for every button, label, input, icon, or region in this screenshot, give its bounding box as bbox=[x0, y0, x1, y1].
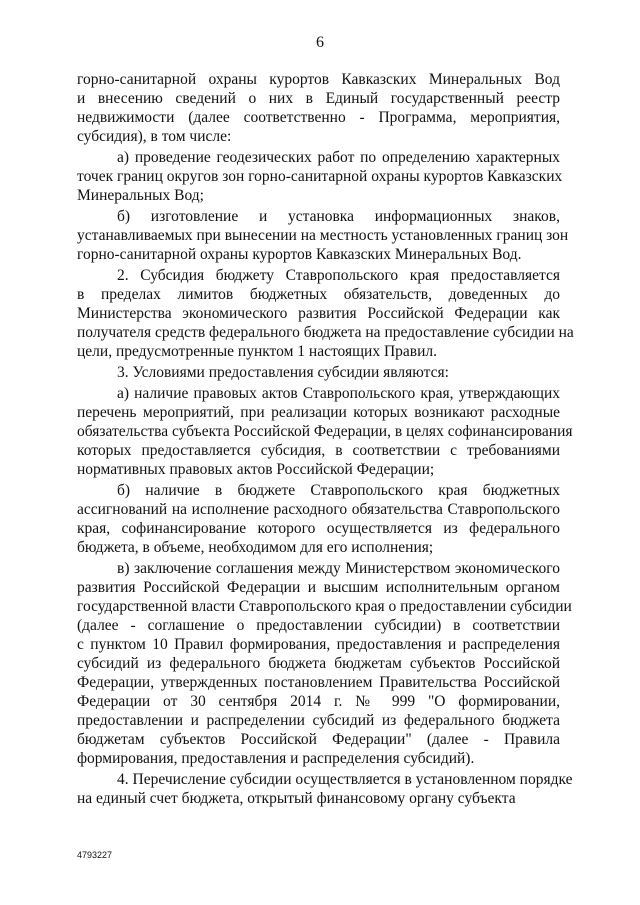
text-line: а) проведение геодезических работ по определению характерных bbox=[117, 149, 560, 166]
text-line: в пределах лимитов бюджетных обязательств, доведенных до bbox=[77, 286, 560, 303]
text-line: и внесению сведений о них в Единый государственный реестр bbox=[77, 90, 560, 107]
paragraph bbox=[77, 770, 573, 808]
text-line: горно-санитарной охраны курортов Кавказских Минеральных Вод. bbox=[77, 246, 522, 263]
text-line: цели, предусмотренные пунктом 1 настоящих Правил. bbox=[77, 343, 438, 360]
page-number: 6 bbox=[316, 34, 324, 51]
text-line: субсидий из федерального бюджета бюджетам субъектов Российской bbox=[77, 655, 560, 672]
text-line: перечень мероприятий, при реализации которых возникают расходные bbox=[77, 404, 560, 421]
text-line: получателя средств федерального бюджета на предоставление субсидии на bbox=[77, 324, 574, 341]
text-line: горно-санитарной охраны курортов Кавказских Минеральных Вод bbox=[77, 71, 560, 88]
paragraph bbox=[77, 266, 574, 361]
text-line: Министерства экономического развития Российской Федерации как bbox=[77, 305, 560, 322]
text-line: а) наличие правовых актов Ставропольского края, утверждающих bbox=[117, 385, 560, 402]
paragraph bbox=[77, 559, 572, 768]
text-line: 4. Перечисление субсидии осуществляется в установленном порядке bbox=[117, 771, 573, 788]
paragraph bbox=[77, 70, 560, 146]
text-line: недвижимости (далее соответственно - Программа, мероприятия, bbox=[77, 109, 560, 126]
text-line: предоставлении и распределении субсидий из федерального бюджета bbox=[77, 712, 560, 729]
paragraph bbox=[77, 384, 573, 479]
text-line: бюджета, в объеме, необходимом для его исполнения; bbox=[77, 539, 434, 556]
text-line: ассигнований на исполнение расходного обязательства Ставропольского bbox=[77, 501, 560, 518]
text-line: субсидия), в том числе: bbox=[77, 128, 232, 145]
text-line: развития Российской Федерации и высшим исполнительным органом bbox=[77, 579, 560, 596]
text-line: Минеральных Вод; bbox=[77, 187, 204, 204]
text-line: в) заключение соглашения между Министерством экономического bbox=[117, 560, 560, 577]
text-line: нормативных правовых актов Российской Федерации; bbox=[77, 461, 435, 478]
paragraph bbox=[77, 148, 563, 205]
text-line: точек границ округов зон горно-санитарной охраны курортов Кавказских bbox=[77, 168, 563, 185]
text-line: на единый счет бюджета, открытый финансовому органу субъекта bbox=[77, 790, 516, 807]
text-line: (далее - соглашение о предоставлении субсидии) в соответствии bbox=[77, 617, 560, 634]
text-line: Федерации от 30 сентября 2014 г. № 999 "О формировании, bbox=[77, 693, 560, 710]
text-line: государственной власти Ставропольского края о предоставлении субсидии bbox=[77, 598, 572, 615]
text-line: б) наличие в бюджете Ставропольского края бюджетных bbox=[117, 482, 560, 499]
text-line: с пунктом 10 Правил формирования, предоставления и распределения bbox=[77, 636, 560, 653]
text-line: 2. Субсидия бюджету Ставропольского края предоставляется bbox=[117, 267, 560, 284]
text-line: формирования, предоставления и распределения субсидий). bbox=[77, 750, 475, 767]
text-line: бюджетам субъектов Российской Федерации" (далее - Правила bbox=[77, 731, 560, 748]
text-line: б) изготовление и установка информационных знаков, bbox=[117, 208, 560, 225]
paragraph bbox=[77, 207, 569, 264]
text-line: края, софинансирование которого осуществляется из федерального bbox=[77, 520, 560, 537]
document-id: 4793227 bbox=[77, 850, 113, 860]
text-line: устанавливаемых при вынесении на местность установленных границ зон bbox=[77, 227, 569, 244]
text-line: которых предоставляется субсидия, в соответствии с требованиями bbox=[77, 442, 560, 459]
text-line: Федерации, утвержденных постановлением Правительства Российской bbox=[77, 674, 560, 691]
paragraph bbox=[77, 481, 560, 557]
text-line: обязательства субъекта Российской Федерации, в целях софинансирования bbox=[77, 423, 573, 440]
document-body bbox=[77, 70, 574, 808]
text-line: 3. Условиями предоставления субсидии являются: bbox=[117, 364, 449, 381]
paragraph bbox=[77, 363, 560, 382]
